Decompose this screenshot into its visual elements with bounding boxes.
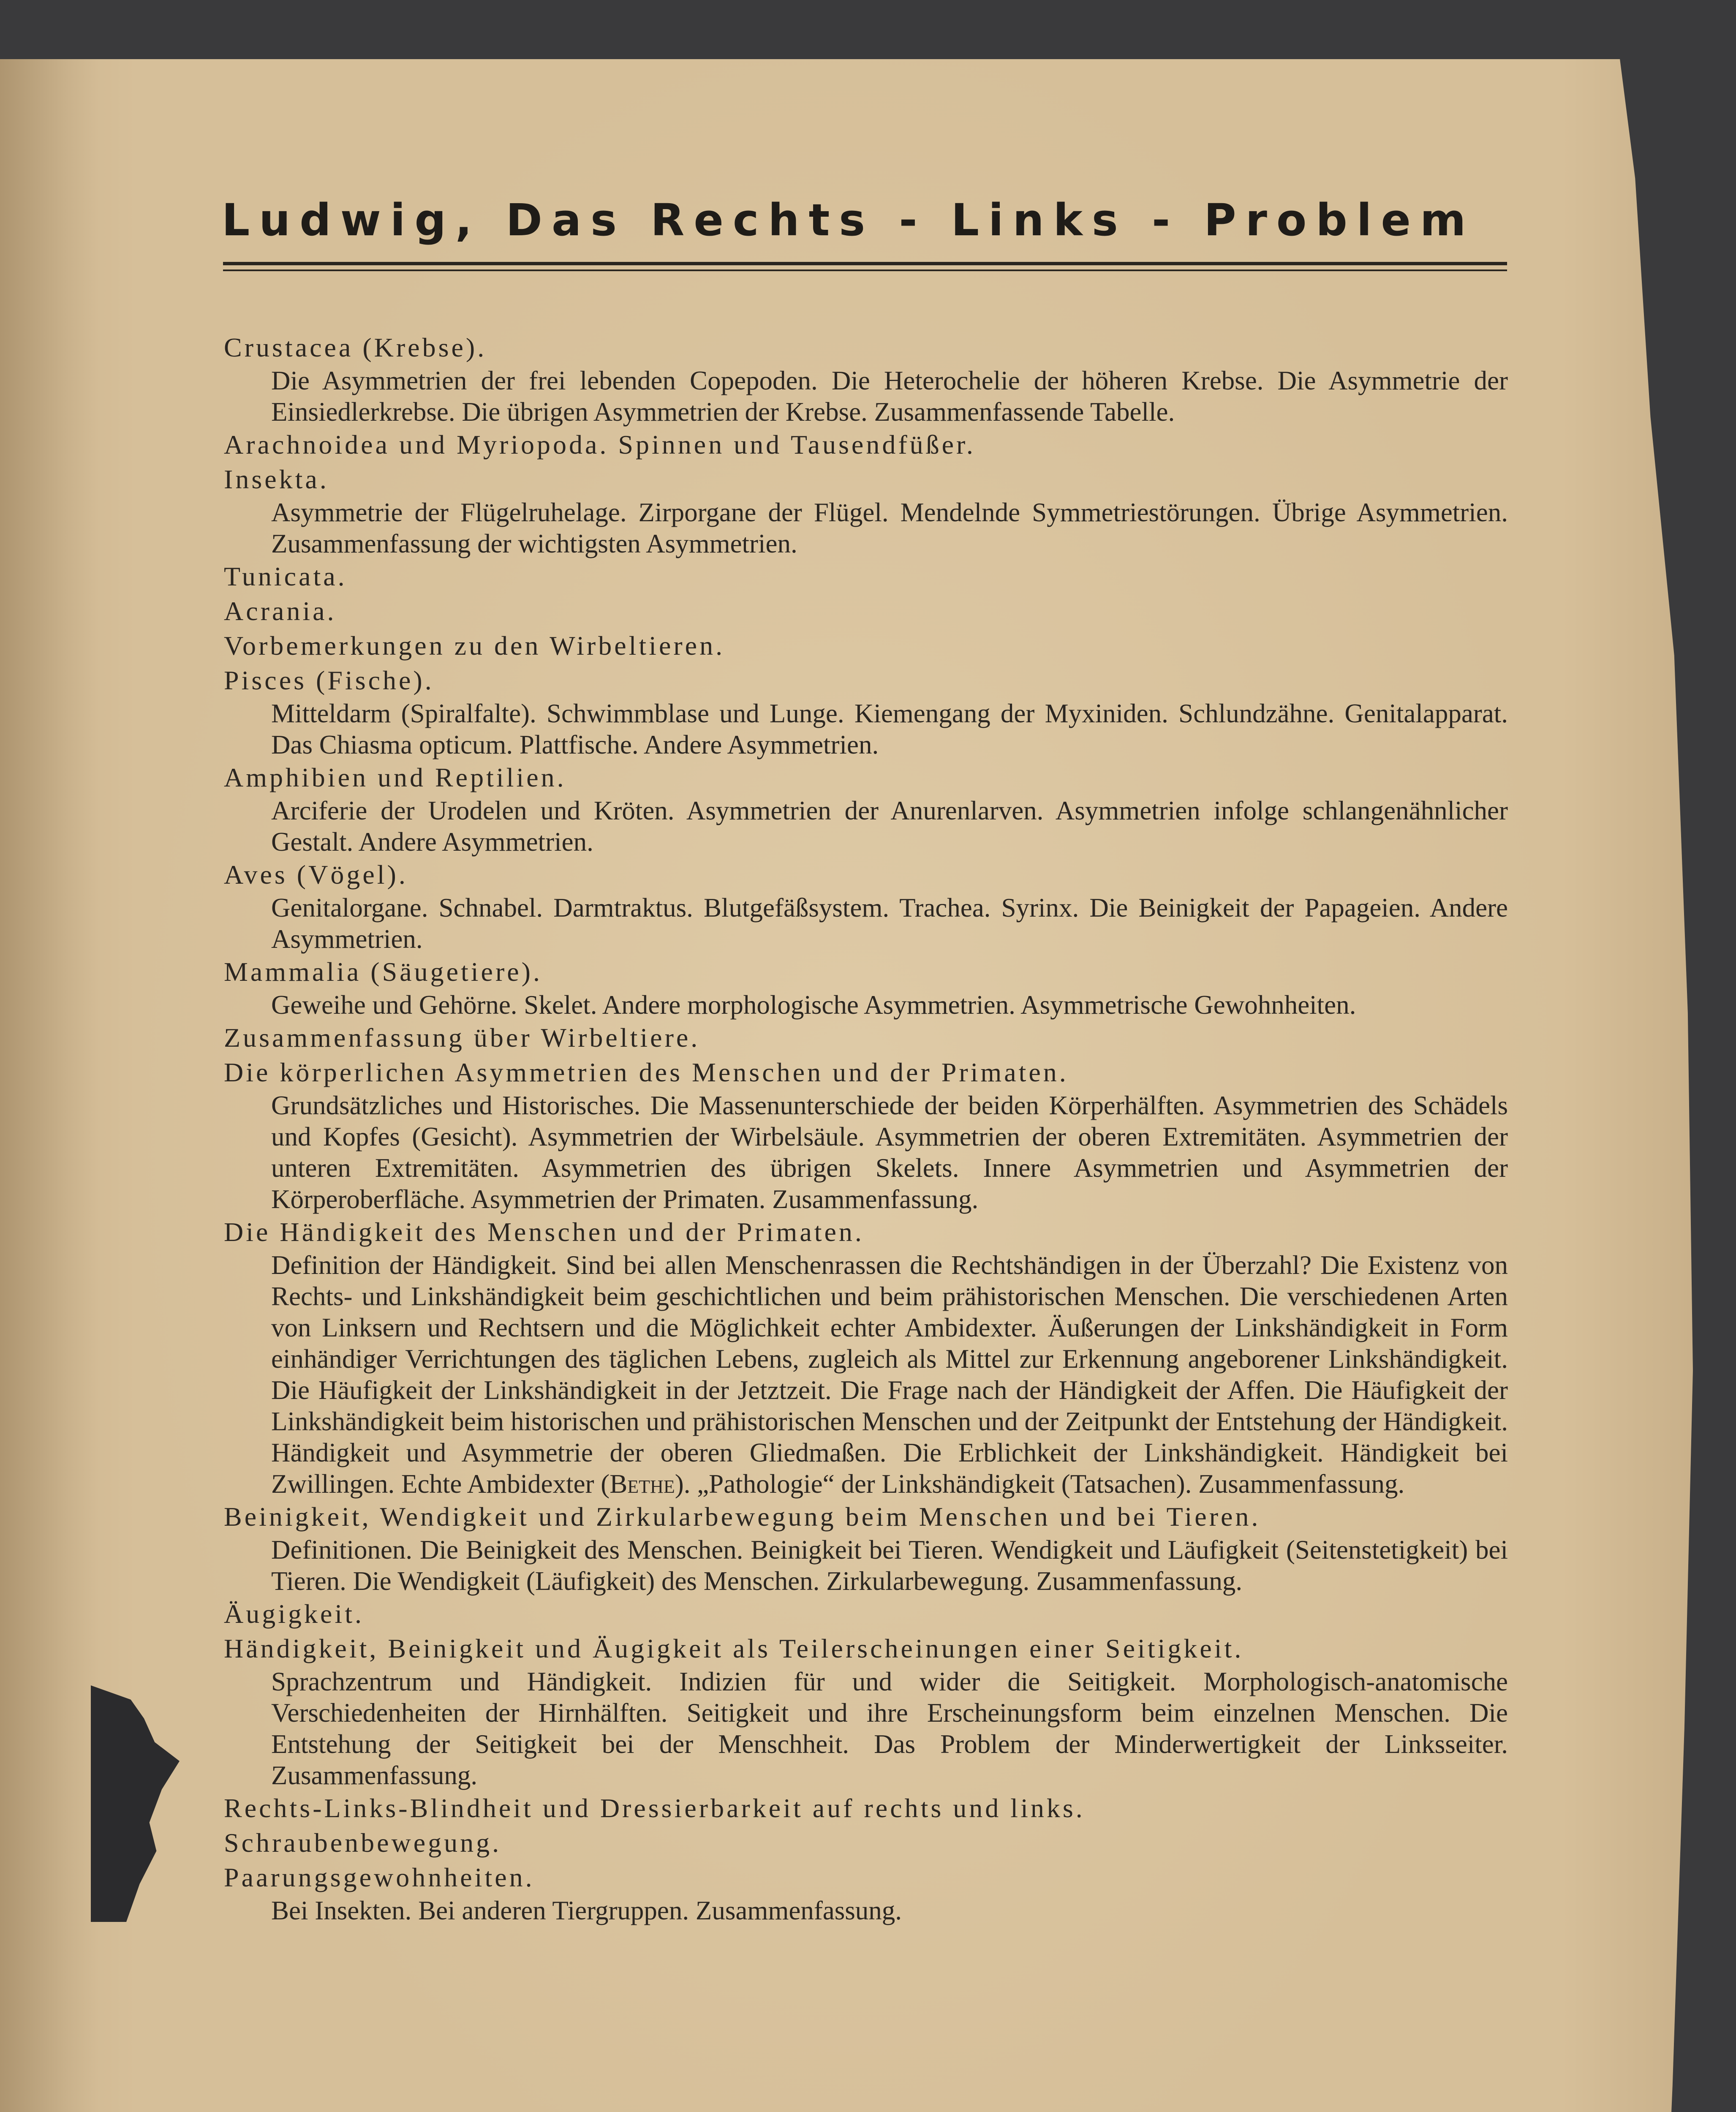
toc-entry — [224, 559, 1508, 594]
toc-entry-body: Grundsätzliches und Historisches. Die Massenunterschiede der beiden Körperhälften. Asymmetrien des Schädels und Kopfes (Gesicht). Asymmetrien der Wirbelsäule. Asymmetrien der oberen Extremitäten. Asymmetrien der unteren Extremitäten. Asymmetrien des übrigen Skelets. Innere Asymmetrien und Asymmetrien der Körperoberfläche. Asymmetrien der Primaten. Zusammenfassung. — [271, 1091, 1508, 1214]
toc-entry-body — [224, 1249, 1508, 1500]
toc-entry-title: Mammalia (Säugetiere). — [224, 957, 542, 987]
toc-entry — [224, 594, 1508, 629]
toc-entry — [224, 1826, 1508, 1860]
toc-entry-body: Genitalorgane. Schnabel. Darmtraktus. Blutgefäßsystem. Trachea. Syrinx. Die Beinigkeit der Papageien. Andere Asymmetrien. — [271, 893, 1508, 954]
toc-entry-title: Händigkeit, Beinigkeit und Äugigkeit als Teilerscheinungen einer Seitigkeit. — [224, 1633, 1244, 1663]
table-of-contents — [224, 330, 1508, 1926]
toc-entry-title: Vorbemerkungen zu den Wirbeltieren. — [224, 631, 725, 661]
toc-entry-title: Crustacea (Krebse). — [224, 332, 487, 362]
toc-entry — [224, 1631, 1508, 1791]
toc-entry — [224, 1055, 1508, 1215]
toc-entry — [224, 955, 1508, 1021]
toc-entry-title: Aves (Vögel). — [224, 860, 408, 890]
toc-entry-title: Acrania. — [224, 596, 337, 626]
page-header-title: Ludwig, Das Rechts - Links - Problem — [222, 194, 1475, 246]
toc-entry — [224, 1860, 1508, 1926]
toc-entry-title: Pisces (Fische). — [224, 665, 434, 695]
toc-entry-title: Paarungsgewohnheiten. — [224, 1862, 535, 1892]
author-name-smallcaps: Bethe — [610, 1469, 675, 1499]
header-rule-thin — [223, 269, 1507, 271]
toc-entry — [224, 427, 1508, 462]
toc-entry-body: Asymmetrie der Flügelruhelage. Zirporgane der Flügel. Mendelnde Symmetriestörungen. Übrige Asymmetrien. Zusammenfassung der wichtigsten Asymmetrien. — [271, 498, 1508, 558]
toc-entry — [224, 1500, 1508, 1597]
toc-entry-title: Schraubenbewegung. — [224, 1828, 502, 1858]
toc-entry — [224, 663, 1508, 760]
toc-entry-title: Tunicata. — [224, 561, 347, 591]
toc-entry-body: Definitionen. Die Beinigkeit des Menschen. Beinigkeit bei Tieren. Wendigkeit und Läufigkeit (Seitenstetigkeit) bei Tieren. Die Wendigkeit (Läufigkeit) des Menschen. Zirkularbewegung. Zusammenfassung. — [271, 1535, 1508, 1596]
toc-entry-title: Rechts-Links-Blindheit und Dressierbarkeit auf rechts und links. — [224, 1793, 1085, 1823]
toc-entry-title: Insekta. — [224, 464, 329, 494]
toc-entry-title: Äugigkeit. — [224, 1599, 364, 1629]
header-rule-thick — [223, 262, 1507, 265]
toc-entry-body: Mitteldarm (Spiralfalte). Schwimmblase und Lunge. Kiemengang der Myxiniden. Schlundzähne. Genitalapparat. Das Chiasma opticum. Plattfische. Andere Asymmetrien. — [271, 699, 1508, 759]
toc-entry-title: Beinigkeit, Wendigkeit und Zirkularbewegung beim Menschen und bei Tieren. — [224, 1502, 1261, 1532]
toc-entry-body: Sprachzentrum und Händigkeit. Indizien für und wider die Seitigkeit. Morphologisch-anatomische Verschiedenheiten der Hirnhälften. Seitigkeit und ihre Erscheinungsform beim einzelnen Menschen. Die Entstehung der Seitigkeit bei der Menschheit. Das Problem der Minderwertigkeit der Linksseiter. Zusammenfassung. — [271, 1667, 1508, 1790]
toc-entry — [224, 760, 1508, 857]
toc-entry-body: Geweihe und Gehörne. Skelet. Andere morphologische Asymmetrien. Asymmetrische Gewohnheiten. — [271, 990, 1356, 1020]
toc-entry-body: Die Asymmetrien der frei lebenden Copepoden. Die Heterochelie der höheren Krebse. Die Asymmetrie der Einsiedlerkrebse. Die übrigen Asymmetrien der Krebse. Zusammenfassende Tabelle. — [271, 366, 1508, 427]
toc-entry-body: Arciferie der Urodelen und Kröten. Asymmetrien der Anurenlarven. Asymmetrien infolge schlangenähnlicher Gestalt. Andere Asymmetrien. — [271, 796, 1508, 857]
toc-entry-body-text: Definition der Händigkeit. Sind bei allen Menschenrassen die Rechtshändigen in der Überzahl? Die Existenz von Rechts- und Linkshändigkeit beim geschichtlichen und beim prähistorischen Menschen. Die verschiedenen Arten von Linksern und Rechtsern und die Möglichkeit echter Ambidexter. Äußerungen der Linkshändigkeit in Form einhändiger Verrichtungen des täglichen Lebens, zugleich als Mittel zur Erkennung angeborener Linkshändigkeit. Die Häufigkeit der Linkshändigkeit in der Jetztzeit. Die Frage nach der Händigkeit der Affen. Die Häufigkeit der Linkshändigkeit beim historischen und prähistorischen Menschen und der Zeitpunkt der Entstehung der Händigkeit. Händigkeit und Asymmetrie der oberen Gliedmaßen. Die Erblichkeit der Linkshändigkeit. Händigkeit bei Zwillingen. Echte Ambidexter ( — [271, 1250, 1508, 1499]
toc-entry — [224, 857, 1508, 955]
toc-entry-title: Arachnoidea und Myriopoda. Spinnen und Tausendfüßer. — [224, 430, 976, 460]
toc-entry-title: Die körperlichen Asymmetrien des Menschen und der Primaten. — [224, 1057, 1069, 1087]
toc-entry — [224, 1597, 1508, 1631]
toc-entry-body: Bei Insekten. Bei anderen Tiergruppen. Zusammenfassung. — [271, 1896, 902, 1925]
toc-entry-title: Die Händigkeit des Menschen und der Primaten. — [224, 1217, 864, 1247]
toc-entry-title: Zusammenfassung über Wirbeltiere. — [224, 1023, 700, 1053]
toc-entry — [224, 1021, 1508, 1055]
page-fold-shadow — [0, 59, 97, 2112]
toc-entry — [224, 629, 1508, 663]
toc-entry-body-tail: ). „Pathologie“ der Linkshändigkeit (Tatsachen). Zusammenfassung. — [675, 1469, 1405, 1499]
toc-entry — [224, 1791, 1508, 1826]
toc-entry-title: Amphibien und Reptilien. — [224, 762, 566, 792]
toc-entry — [224, 330, 1508, 427]
toc-entry — [224, 462, 1508, 559]
toc-entry — [224, 1215, 1508, 1500]
